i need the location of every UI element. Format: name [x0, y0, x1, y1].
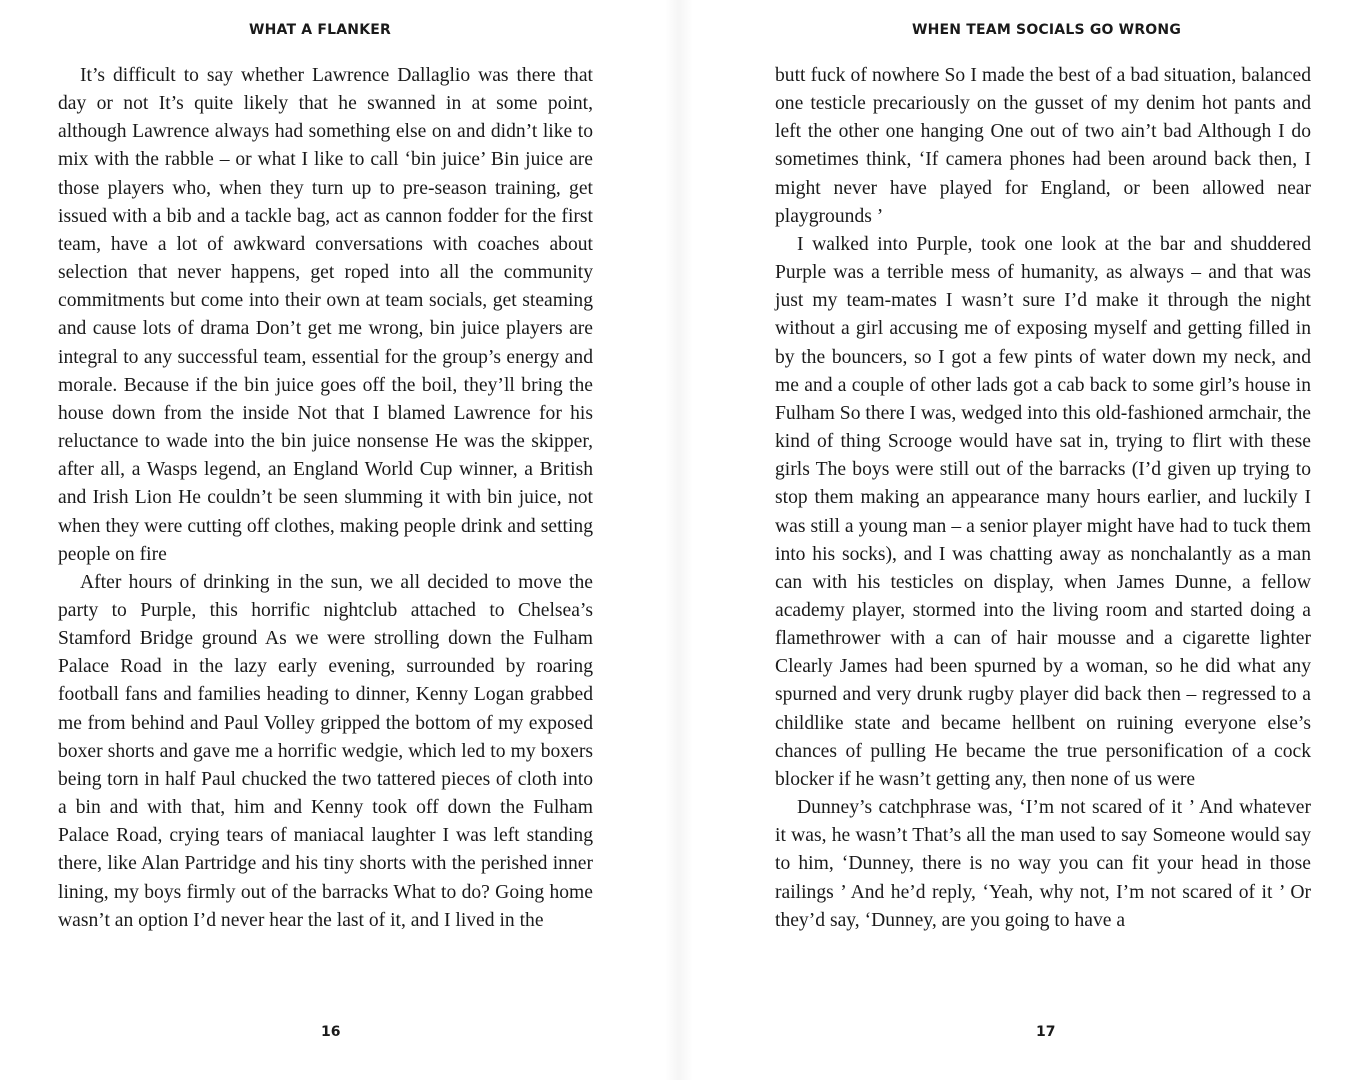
page-number-left: 16: [321, 1024, 341, 1040]
paragraph: It’s difficult to say whether Lawrence Dallaglio was there that day or not It’s quite likely that he swanned in at some point, although Lawrence always had something else on and didn’t like to mix with the rabble – or what I like to call ‘bin juice’ Bin juice are those players who, when they turn up to pre-season training, get issued with a bib and a tackle bag, act as cannon fodder for the first team, have a lot of awkward conversations with coaches about selection that never happens, get roped into all the community commitments but come into their own at team socials, get steaming and cause lots of drama Don’t get me wrong, bin juice players are integral to any successful team, essential for the group’s energy and morale. Because if the bin juice goes off the boil, they’ll bring the house down from the inside Not that I blamed Lawrence for his reluctance to wade into the bin juice nonsense He was the skipper, after all, a Wasps legend, an England World Cup winner, a British and Irish Lion He couldn’t be seen slumming it with bin juice, not when they were cutting off clothes, making people drink and setting people on fire: [58, 65, 593, 565]
left-page: [0, 0, 679, 1080]
running-head-right: WHEN TEAM SOCIALS GO WRONG: [911, 22, 1182, 38]
right-page-body: [775, 62, 1311, 935]
paragraph: Dunney’s catchphrase was, ‘I’m not scared of it ’ And whatever it was, he wasn’t That’s all the man used to say Someone would say to him, ‘Dunney, there is no way you can fit your head in those railings ’ And he’d reply, ‘Yeah, why not, I’m not scared of it ’ Or they’d say, ‘Dunney, are you going to have a: [775, 797, 1311, 931]
paragraph: After hours of drinking in the sun, we all decided to move the party to Purple, this horrific nightclub attached to Chelsea’s Stamford Bridge ground As we were strolling down the Fulham Palace Road in the lazy early evening, surrounded by roaring football fans and families heading to dinner, Kenny Logan grabbed me from behind and Paul Volley gripped the bottom of my exposed boxer shorts and gave me a horrific wedgie, which led to my boxers being torn in half Paul chucked the two tattered pieces of cloth into a bin and with that, him and Kenny took off down the Fulham Palace Road, crying tears of maniacal laughter I was left standing there, like Alan Partridge and his tiny shorts with the perished inner lining, my boys firmly out of the barracks What to do? Going home wasn’t an option I’d never hear the last of it, and I lived in the: [58, 571, 593, 931]
paragraph: I walked into Purple, took one look at the bar and shuddered Purple was a terrible mess of humanity, as always – and that was just my team-mates I wasn’t sure I’d make it through the night without a girl accusing me of exposing myself and getting filled in by the bouncers, so I got a few pints of water down my neck, and me and a couple of other lads got a cab back to some girl’s house in Fulham So there I was, wedged into this old-fashioned armchair, the kind of thing Scrooge would have sat in, trying to flirt with these girls The boys were still out of the barracks (I’d given up trying to stop them making an appearance many hours earlier, and luckily I was still a young man – a senior player might have had to tuck them into his socks), and I was chatting away as nonchalantly as a man can with his testicles on display, when James Dunne, a fellow academy player, stormed into the living room and started doing a flamethrower with a can of hair mousse and a cigarette lighter Clearly James had been spurned by a woman, so he did what any spurned and very drunk rugby player did back then – regressed to a childlike state and became hellbent on ruining everyone else’s chances of pulling He became the true personification of a cock blocker if he wasn’t getting any, then none of us were: [775, 233, 1311, 790]
page-number-right: 17: [1036, 1024, 1056, 1040]
paragraph: butt fuck of nowhere So I made the best of a bad situation, balanced one testicle precariously on the gusset of my denim hot pants and left the other one hanging One out of two ain’t bad Although I do sometimes think, ‘If camera phones had been around back then, I might never have played for England, or been allowed near playgrounds ’: [775, 65, 1311, 227]
left-page-body: [58, 62, 593, 935]
right-page: [679, 0, 1359, 1080]
running-head-left: WHAT A FLANKER: [248, 22, 392, 38]
